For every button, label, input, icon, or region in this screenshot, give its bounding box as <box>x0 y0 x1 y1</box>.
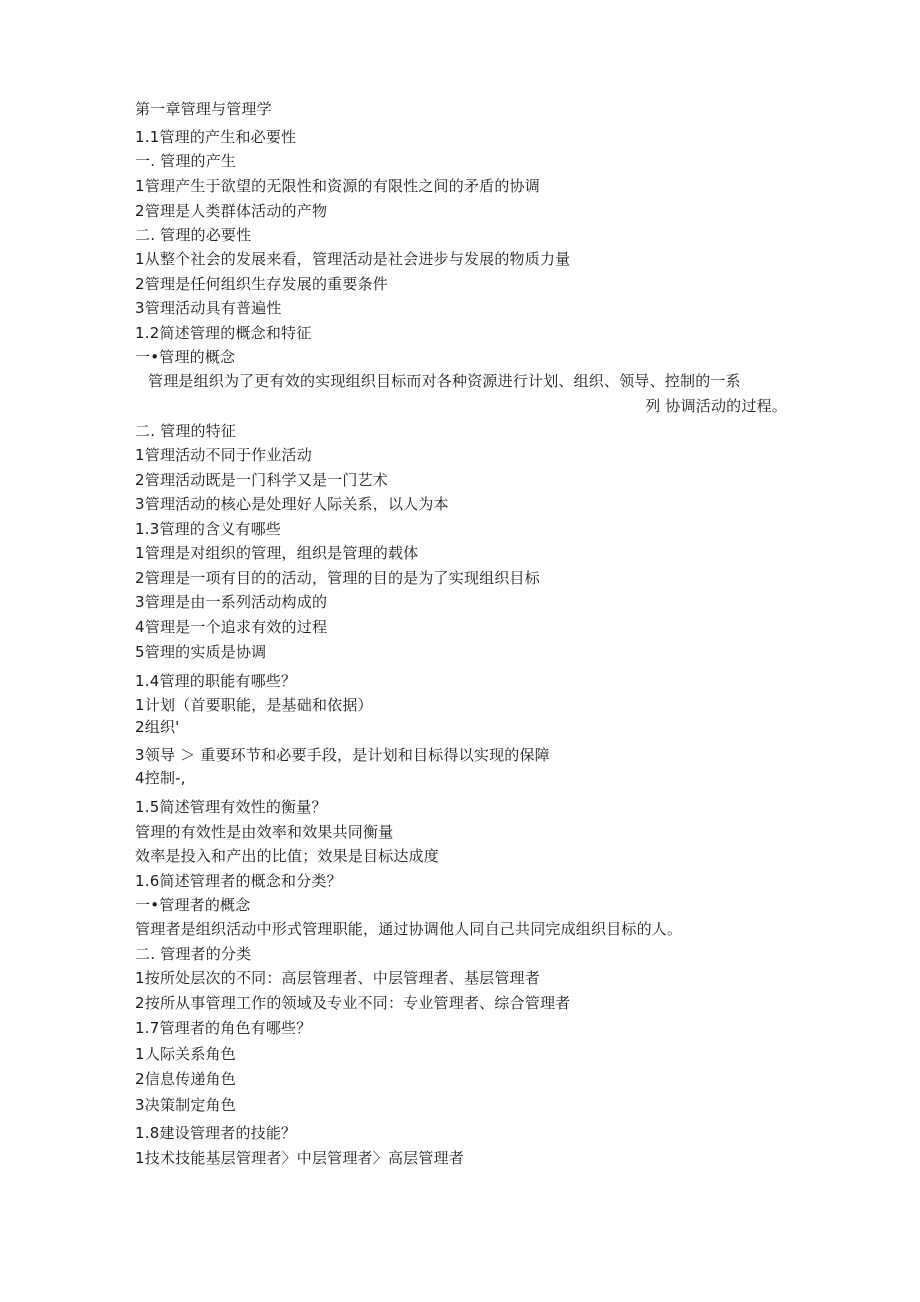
text-line: 1管理产生于欲望的无限性和资源的有限性之间的矛盾的协调 <box>135 177 540 195</box>
text-line: 2管理是任何组织生存发展的重要条件 <box>135 275 388 293</box>
chapter-title: 第一章管理与管理学 <box>135 100 272 118</box>
text-line: 1按所处层次的不同：高层管理者、中层管理者、基层管理者 <box>135 969 540 987</box>
text-line: 3管理活动具有普遍性 <box>135 299 282 317</box>
subheading: 二. 管理的特征 <box>135 422 237 440</box>
paragraph-line: 管理是组织为了更有效的实现组织目标而对各种资源进行计划、组织、领导、控制的一系 <box>148 372 741 390</box>
section-heading-1-6: 1.6简述管理者的概念和分类？ <box>135 872 342 890</box>
text-line: 1技术技能基层管理者〉中层管理者〉高层管理者 <box>135 1149 464 1167</box>
text-line: 4控制-, <box>135 769 186 787</box>
text-line: 3领导 ＞ 重要环节和必要手段，是计划和目标得以实现的保障 <box>135 746 550 764</box>
text-line: 3决策制定角色 <box>135 1096 236 1114</box>
text-line: 管理的有效性是由效率和效果共同衡量 <box>135 823 394 841</box>
text-line: 2管理活动既是一门科学又是一门艺术 <box>135 471 388 489</box>
section-heading-1-3: 1.3管理的含义有哪些 <box>135 520 282 538</box>
text-line: 1人际关系角色 <box>135 1045 236 1063</box>
section-heading-1-2: 1.2简述管理的概念和特征 <box>135 324 312 342</box>
text-line: 3管理活动的核心是处理好人际关系，以人为本 <box>135 495 449 513</box>
subheading: 二. 管理的必要性 <box>135 226 252 244</box>
text-line: 2管理是人类群体活动的产物 <box>135 202 328 220</box>
text-line: 2按所从事管理工作的领域及专业不同：专业管理者、综合管理者 <box>135 994 571 1012</box>
section-heading-1-5: 1.5简述管理有效性的衡量？ <box>135 798 327 816</box>
section-heading-1-7: 1.7管理者的角色有哪些？ <box>135 1019 312 1037</box>
text-line: 1计划（首要职能，是基础和依据） <box>135 696 373 714</box>
paragraph-line-continued: 列 协调活动的过程。 <box>645 397 787 415</box>
text-line: 3管理是由一系列活动构成的 <box>135 593 328 611</box>
text-line: 1从整个社会的发展来看，管理活动是社会进步与发展的物质力量 <box>135 250 571 268</box>
subheading: 一•管理的概念 <box>135 348 236 366</box>
text-line: 2信息传递角色 <box>135 1070 236 1088</box>
section-heading-1-8: 1.8建设管理者的技能？ <box>135 1124 297 1142</box>
text-line: 4管理是一个追求有效的过程 <box>135 618 328 636</box>
text-line: 2组织' <box>135 718 180 736</box>
subheading: 一•管理者的概念 <box>135 896 251 914</box>
subheading: 二. 管理者的分类 <box>135 945 252 963</box>
text-line: 效率是投入和产出的比值；效果是目标达成度 <box>135 847 440 865</box>
subheading: 一. 管理的产生 <box>135 152 237 170</box>
text-line: 1管理活动不同于作业活动 <box>135 446 312 464</box>
section-heading-1-1: 1.1管理的产生和必要性 <box>135 128 297 146</box>
text-line: 5管理的实质是协调 <box>135 643 267 661</box>
text-line: 2管理是一项有目的的活动，管理的目的是为了实现组织目标 <box>135 569 540 587</box>
text-line: 1管理是对组织的管理，组织是管理的载体 <box>135 544 419 562</box>
text-line: 管理者是组织活动中形式管理职能，通过协调他人同自己共同完成组织目标的人。 <box>135 920 683 938</box>
section-heading-1-4: 1.4管理的职能有哪些？ <box>135 672 297 690</box>
